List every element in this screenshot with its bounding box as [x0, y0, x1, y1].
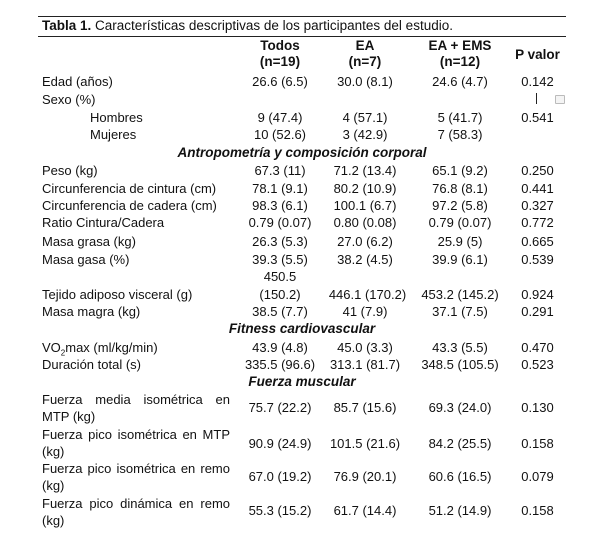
table-container	[38, 16, 566, 37]
cell-f-pico-remo-ea: 76.9 (20.1)	[333, 469, 397, 484]
cell-magra-todos: 38.5 (7.7)	[252, 304, 308, 319]
section-antropometria: Antropometría y composición corporal	[177, 145, 427, 160]
row-label-f-pico-mtp-2: (kg)	[42, 444, 65, 459]
cell-visceral-p: 0.924	[521, 287, 554, 302]
cell-ratio-eaems: 0.79 (0.07)	[428, 215, 492, 230]
cell-f-media-mtp-todos: 75.7 (22.2)	[248, 400, 312, 415]
section-fuerza: Fuerza muscular	[248, 374, 356, 389]
cell-peso-todos: 67.3 (11)	[254, 163, 306, 178]
cell-f-pico-mtp-p: 0.158	[521, 436, 554, 451]
row-label-mujeres: Mujeres	[90, 127, 137, 142]
cell-cadera-p: 0.327	[521, 198, 554, 213]
cell-f-pico-mtp-eaems: 84.2 (25.5)	[428, 436, 492, 451]
cell-f-media-mtp-eaems: 69.3 (24.0)	[428, 400, 492, 415]
cell-hombres-eaems: 5 (41.7)	[437, 110, 483, 125]
row-label-sexo: Sexo (%)	[42, 92, 96, 107]
cell-f-media-mtp-p: 0.130	[521, 400, 554, 415]
cell-grasa-pct-p: 0.539	[521, 252, 554, 267]
cell-edad-p: 0.142	[521, 74, 554, 89]
cell-f-din-remo-todos: 55.3 (15.2)	[248, 503, 312, 518]
cell-f-din-remo-ea: 61.7 (14.4)	[333, 503, 397, 518]
cell-duracion-p: 0.523	[521, 357, 554, 372]
cell-peso-p: 0.250	[521, 163, 554, 178]
cell-magra-ea: 41 (7.9)	[342, 304, 388, 319]
row-label-visceral: Tejido adiposo visceral (g)	[42, 287, 193, 302]
cell-cadera-ea: 100.1 (6.7)	[333, 198, 397, 213]
cell-magra-eaems: 37.1 (7.5)	[432, 304, 488, 319]
cell-f-pico-remo-p: 0.079	[521, 469, 554, 484]
header-p-valor: P valor	[515, 47, 560, 62]
cell-cadera-eaems: 97.2 (5.8)	[432, 198, 488, 213]
row-label-duracion: Duración total (s)	[42, 357, 141, 372]
cell-vo2-todos: 43.9 (4.8)	[252, 340, 308, 355]
row-label-cadera: Circunferencia de cadera (cm)	[42, 198, 217, 213]
cell-ratio-ea: 0.80 (0.08)	[333, 215, 397, 230]
cell-cintura-p: 0.441	[521, 181, 554, 196]
cell-vo2-p: 0.470	[521, 340, 554, 355]
cell-ratio-todos: 0.79 (0.07)	[248, 215, 312, 230]
cell-grasa-pct-todos: 39.3 (5.5)	[252, 252, 308, 267]
cell-peso-ea: 71.2 (13.4)	[333, 163, 397, 178]
row-label-vo2max: $VO_2\max$ (ml/kg/min)	[42, 340, 158, 358]
header-todos: Todos (n=19)	[259, 38, 301, 69]
cell-f-media-mtp-ea: 85.7 (15.6)	[333, 400, 397, 415]
text-cursor-marker	[536, 93, 537, 104]
table-caption	[38, 16, 566, 37]
row-label-f-din-remo-1: Fuerza pico dinámica en remo	[42, 496, 230, 511]
section-fitness: Fitness cardiovascular	[228, 321, 376, 336]
row-label-f-media-mtp-2: MTP (kg)	[42, 409, 96, 424]
cell-ratio-p: 0.772	[521, 215, 554, 230]
cell-vo2-eaems: 43.3 (5.5)	[432, 340, 488, 355]
cell-grasa-pct-eaems: 39.9 (6.1)	[432, 252, 488, 267]
cell-f-pico-remo-todos: 67.0 (19.2)	[248, 469, 312, 484]
cell-edad-todos: 26.6 (6.5)	[252, 74, 308, 89]
row-label-grasa-kg: Masa grasa (kg)	[42, 234, 136, 249]
cell-visceral-todos-line1: 450.5	[263, 269, 297, 284]
cell-peso-eaems: 65.1 (9.2)	[432, 163, 488, 178]
cell-visceral-eaems: 453.2 (145.2)	[421, 287, 499, 302]
caption-text: Características descriptivas de los participantes del estudio.	[95, 18, 453, 33]
cell-f-din-remo-p: 0.158	[521, 503, 554, 518]
cell-cintura-eaems: 76.8 (8.1)	[432, 181, 488, 196]
row-label-f-media-mtp-1: Fuerza media isométrica en	[42, 392, 230, 407]
cell-cintura-todos: 78.1 (9.1)	[252, 181, 308, 196]
cell-duracion-todos: 335.5 (96.6)	[244, 357, 316, 372]
cell-f-pico-mtp-todos: 90.9 (24.9)	[248, 436, 312, 451]
row-label-hombres: Hombres	[90, 110, 143, 125]
cell-edad-ea: 30.0 (8.1)	[337, 74, 393, 89]
cell-visceral-ea: 446.1 (170.2)	[328, 287, 407, 302]
cell-cadera-todos: 98.3 (6.1)	[252, 198, 308, 213]
cell-grasa-kg-todos: 26.3 (5.3)	[252, 234, 308, 249]
cell-mujeres-todos: 10 (52.6)	[253, 127, 307, 142]
row-label-peso: Peso (kg)	[42, 163, 98, 178]
cell-hombres-p: 0.541	[521, 110, 554, 125]
cell-hombres-ea: 4 (57.1)	[342, 110, 388, 125]
header-ea: EA (n=7)	[348, 38, 382, 69]
row-label-cintura: Circunferencia de cintura (cm)	[42, 181, 217, 196]
cell-magra-p: 0.291	[521, 304, 554, 319]
caption-label: Tabla 1.	[42, 18, 92, 33]
cell-duracion-eaems: 348.5 (105.5)	[421, 357, 499, 372]
row-label-f-pico-mtp-1: Fuerza pico isométrica en MTP	[42, 427, 230, 442]
cell-grasa-kg-p: 0.665	[521, 234, 554, 249]
cell-f-din-remo-eaems: 51.2 (14.9)	[428, 503, 492, 518]
row-label-edad: Edad (años)	[42, 74, 113, 89]
cell-visceral-todos-line2: (150.2)	[259, 287, 301, 302]
cell-grasa-kg-ea: 27.0 (6.2)	[337, 234, 393, 249]
cell-f-pico-remo-eaems: 60.6 (16.5)	[428, 469, 492, 484]
header-ea-ems: EA + EMS (n=12)	[428, 38, 492, 69]
row-label-ratio: Ratio Cintura/Cadera	[42, 215, 165, 230]
row-label-magra: Masa magra (kg)	[42, 304, 141, 319]
cell-hombres-todos: 9 (47.4)	[257, 110, 303, 125]
cell-mujeres-ea: 3 (42.9)	[342, 127, 388, 142]
small-widget-icon	[555, 95, 565, 104]
cell-f-pico-mtp-ea: 101.5 (21.6)	[329, 436, 401, 451]
cell-vo2-ea: 45.0 (3.3)	[337, 340, 393, 355]
cell-grasa-pct-ea: 38.2 (4.5)	[337, 252, 393, 267]
cell-grasa-kg-eaems: 25.9 (5)	[437, 234, 483, 249]
cell-mujeres-eaems: 7 (58.3)	[437, 127, 483, 142]
cell-duracion-ea: 313.1 (81.7)	[329, 357, 401, 372]
cell-edad-eaems: 24.6 (4.7)	[432, 74, 488, 89]
row-label-f-pico-remo-1: Fuerza pico isométrica en remo	[42, 461, 230, 476]
row-label-f-din-remo-2: (kg)	[42, 513, 65, 528]
row-label-f-pico-remo-2: (kg)	[42, 478, 65, 493]
cell-cintura-ea: 80.2 (10.9)	[333, 181, 397, 196]
row-label-grasa-pct: Masa gasa (%)	[42, 252, 130, 267]
